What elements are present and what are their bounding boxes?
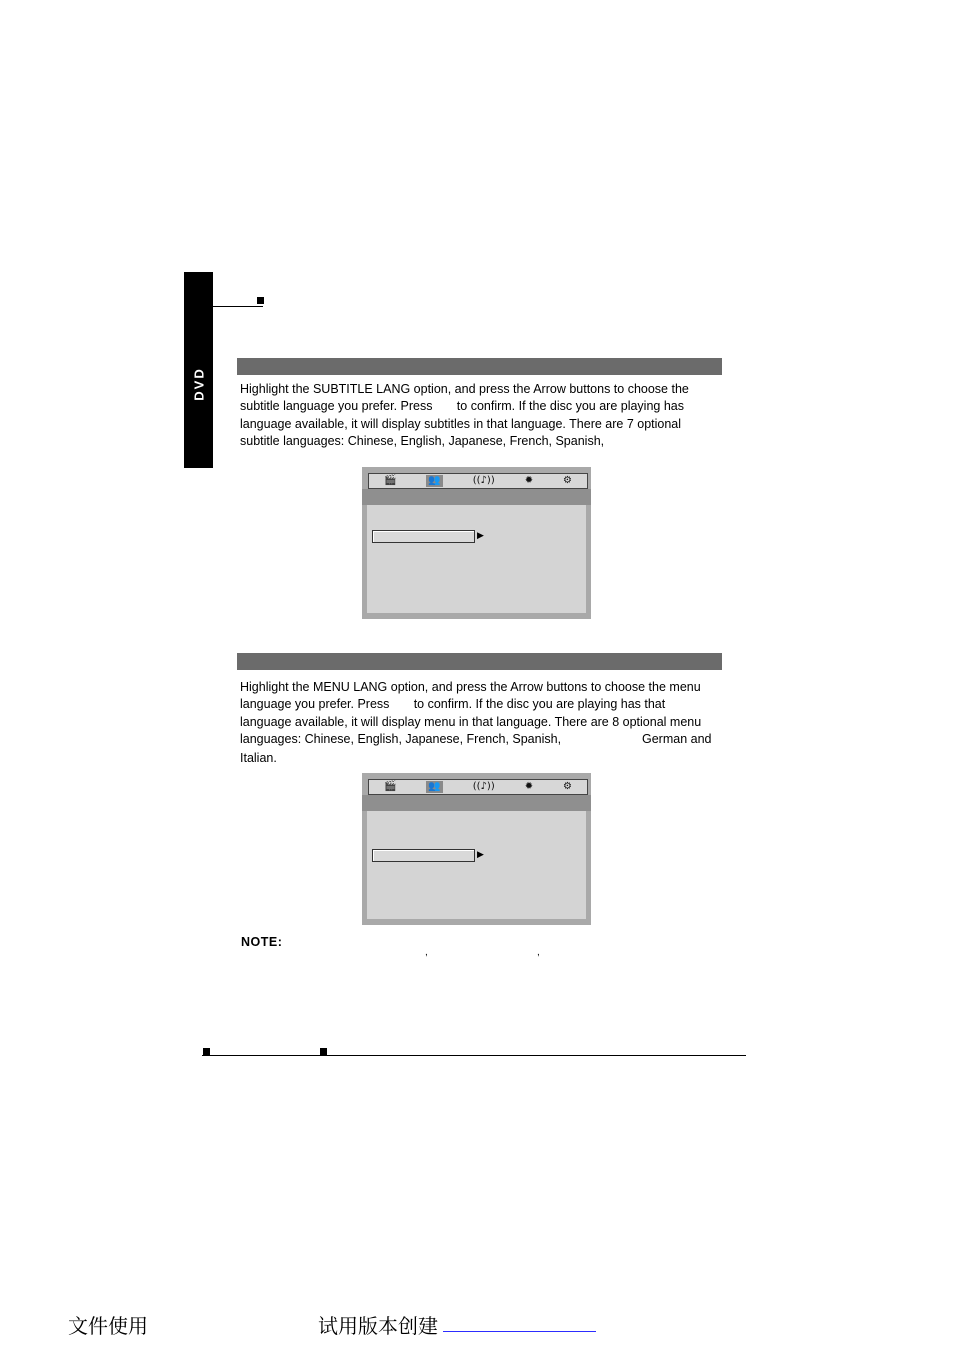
- menu-line-4-wrap: [240, 731, 726, 748]
- watermark-right-text: 试用版本创建: [318, 1314, 438, 1338]
- osd-options-panel: [367, 505, 586, 613]
- subtitle-line-2: subtitle language you prefer. Press to confirm. If the disc you are playing has: [240, 399, 684, 414]
- menu-line-3: language available, it will display menu in that language. There are 8 optional menu: [240, 714, 702, 729]
- language-setup-icon: 👥: [428, 475, 441, 486]
- side-tab-label: DVD: [191, 366, 206, 401]
- footer-square-marker: [320, 1048, 327, 1055]
- menu-paragraph: [240, 679, 726, 767]
- video-setup-icon: 🎬: [383, 781, 397, 792]
- osd-options-panel: [367, 811, 586, 919]
- right-arrow-icon: ▶: [477, 849, 484, 859]
- note-comma: ,: [537, 947, 540, 958]
- exit-setup-icon: ⚙: [563, 781, 572, 792]
- osd-title-band: [362, 795, 591, 811]
- menu-section-bar: [237, 653, 722, 670]
- watermark-link[interactable]: [443, 1331, 596, 1332]
- footer-square-marker: [203, 1048, 210, 1055]
- subtitle-line-1: Highlight the SUBTITLE LANG option, and press the Arrow buttons to choose the: [240, 382, 689, 396]
- exit-setup-icon: ⚙: [563, 475, 572, 486]
- menu-line-4-tail: German and: [642, 731, 712, 746]
- video-setup-icon: 🎬: [383, 475, 397, 486]
- subtitle-section-bar: [237, 358, 722, 375]
- watermark-left-text: 文件使用: [68, 1314, 148, 1338]
- highlighted-option: [372, 849, 475, 862]
- preference-icon: ✹: [524, 475, 534, 486]
- audio-setup-icon: ((♪)): [472, 781, 495, 792]
- menu-line-2: language you prefer. Press to confirm. If the disc you are playing has that: [240, 697, 666, 712]
- preference-icon: ✹: [524, 781, 534, 792]
- subtitle-osd-screen: [362, 467, 591, 619]
- header-square-marker: [257, 297, 264, 304]
- menu-line-1: Highlight the MENU LANG option, and press the Arrow buttons to choose the menu: [240, 680, 701, 694]
- subtitle-line-4: subtitle languages: Chinese, English, Japanese, French, Spanish,: [240, 433, 605, 448]
- subtitle-line-3: language available, it will display subtitles in that language. There are 7 optional: [240, 416, 682, 431]
- section-side-tab: [184, 272, 213, 468]
- header-rule: [213, 306, 263, 307]
- menu-line-5: Italian.: [240, 751, 277, 766]
- menu-osd-screen: [362, 773, 591, 925]
- subtitle-paragraph: [240, 381, 726, 450]
- right-arrow-icon: ▶: [477, 530, 484, 540]
- note-comma: ,: [425, 947, 428, 958]
- osd-icon-bar: [368, 473, 588, 489]
- menu-line-4: languages: Chinese, English, Japanese, French, Spanish,: [240, 731, 562, 746]
- language-setup-icon: 👥: [428, 781, 441, 792]
- audio-setup-icon: ((♪)): [472, 475, 495, 486]
- osd-title-band: [362, 489, 591, 505]
- footer-rule: [202, 1055, 746, 1056]
- note-label: NOTE:: [241, 935, 283, 949]
- osd-icon-bar: [368, 779, 588, 795]
- highlighted-option: [372, 530, 475, 543]
